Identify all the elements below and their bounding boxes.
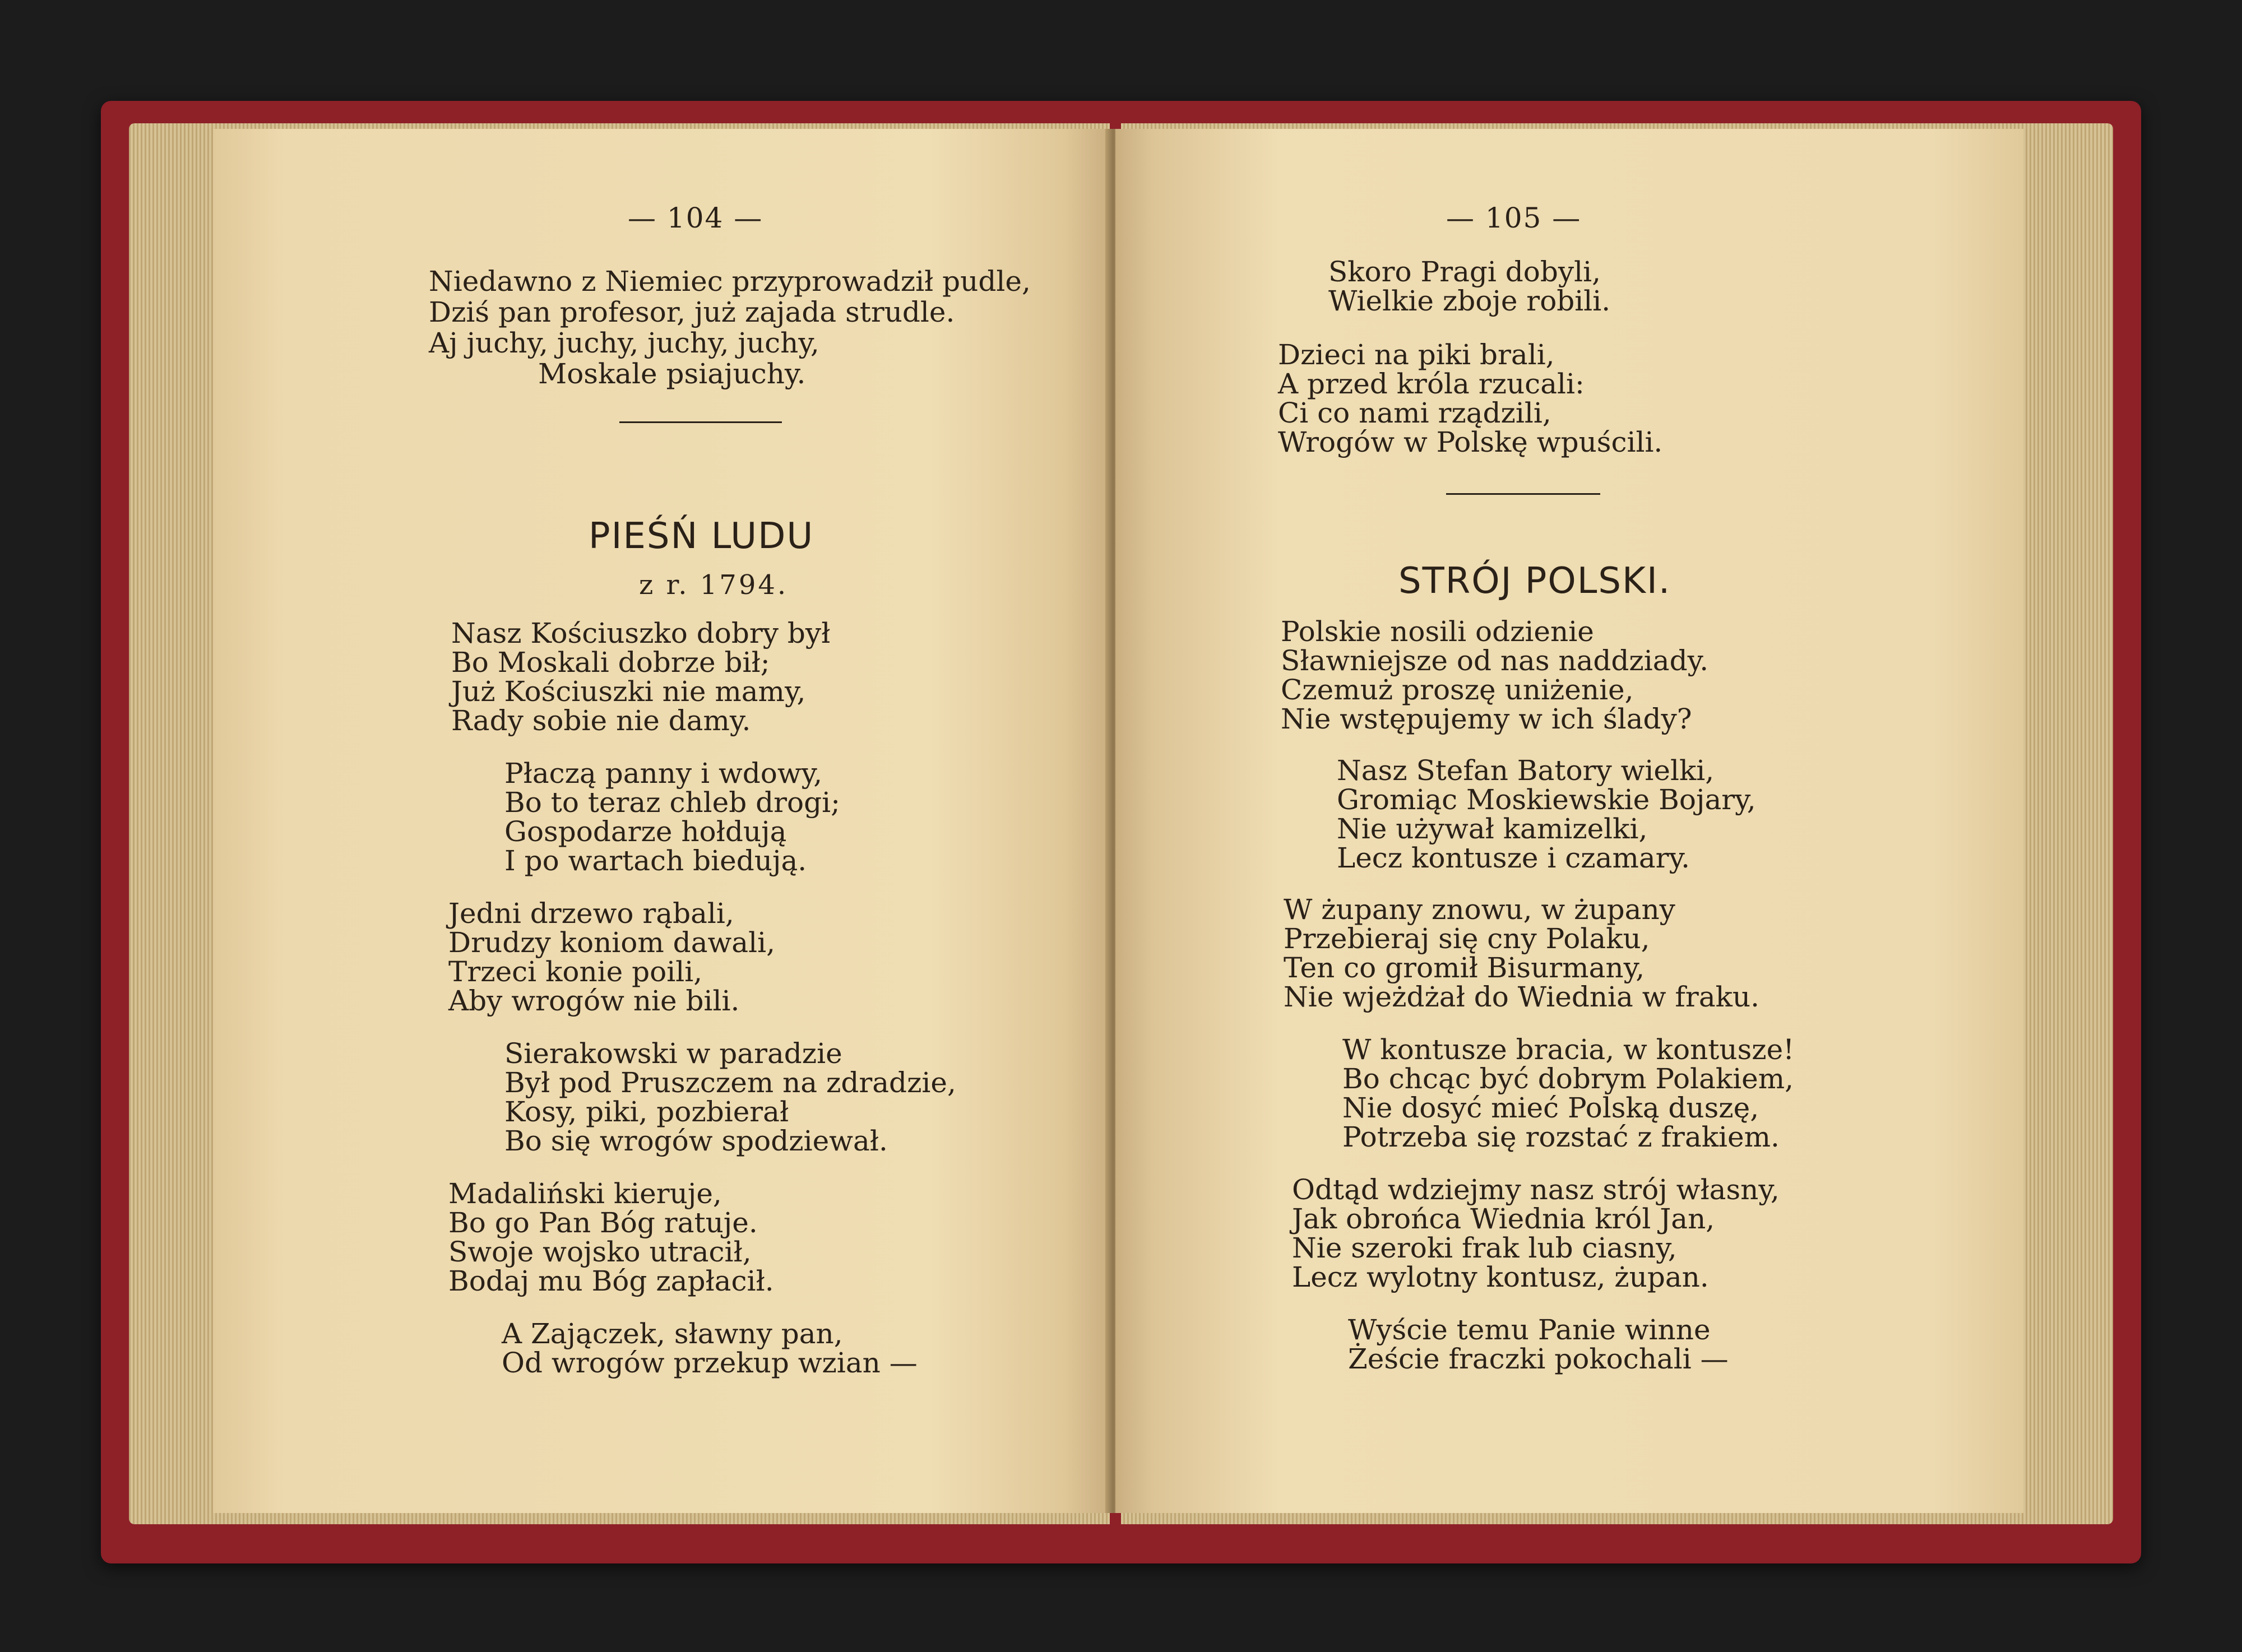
verse-line: Skoro Pragi dobyli, (1328, 256, 1601, 288)
verse-line: A przed króla rzucali: (1278, 368, 1585, 400)
poem-title: STRÓJ POLSKI. (1398, 560, 1671, 602)
verse-line: W żupany znowu, w żupany (1284, 893, 1675, 926)
verse-line: Aby wrogów nie bili. (448, 985, 740, 1017)
verse-line: Wyście temu Panie winne (1348, 1314, 1711, 1346)
verse-line: Gospodarze hołdują (504, 815, 787, 848)
verse-line: Nasz Stefan Batory wielki, (1337, 754, 1715, 787)
verse-line: Jak obrońca Wiednia król Jan, (1292, 1203, 1715, 1235)
verse-line: I po wartach biedują. (504, 844, 807, 877)
verse-line: Dziś pan profesor, już zajada strudle. (429, 296, 955, 328)
verse-line: Lecz wylotny kontusz, żupan. (1292, 1261, 1709, 1293)
verse-line: Niedawno z Niemiec przyprowadził pudle, (429, 265, 1031, 298)
verse-line: Madaliński kieruje, (448, 1177, 722, 1210)
verse-line: Przebieraj się cny Polaku, (1284, 922, 1650, 955)
verse-line: Aj juchy, juchy, juchy, juchy, (429, 327, 819, 359)
section-divider (619, 421, 782, 423)
verse-line: Odtąd wdziejmy nasz strój własny, (1292, 1173, 1780, 1206)
verse-line: Rady sobie nie damy. (451, 704, 751, 737)
verse-line: Sławniejsze od nas naddziady. (1281, 644, 1709, 677)
verse-line: Był pod Pruszczem na zdradzie, (504, 1066, 956, 1099)
page-number: — 105 — (1446, 202, 1582, 234)
verse-line: W kontusze bracia, w kontusze! (1342, 1033, 1795, 1066)
verse-line: Bo chcąc być dobrym Polakiem, (1342, 1062, 1794, 1095)
verse-line: Gromiąc Moskiewskie Bojary, (1337, 783, 1756, 816)
verse-line: Ci co nami rządzili, (1278, 397, 1551, 429)
verse-line: Żeście fraczki pokochali — (1348, 1343, 1729, 1375)
verse-line: Wrogów w Polskę wpuścili. (1278, 426, 1663, 458)
verse-line: Drudzy koniom dawali, (448, 926, 775, 959)
verse-line: Czemuż proszę uniżenie, (1281, 674, 1634, 706)
verse-line: Bo to teraz chleb drogi; (504, 786, 840, 819)
verse-line: Bo się wrogów spodziewał. (504, 1125, 888, 1157)
verse-line: Moskale psiajuchy. (538, 358, 806, 390)
verse-line: Polskie nosili odzienie (1281, 615, 1594, 648)
poem-subtitle: z r. 1794. (639, 569, 789, 601)
verse-line: Kosy, piki, pozbierał (504, 1096, 789, 1128)
verse-line: Jedni drzewo rąbali, (448, 897, 734, 930)
verse-line: Nie wstępujemy w ich ślady? (1281, 703, 1692, 735)
verse-line: Płaczą panny i wdowy, (504, 757, 823, 790)
verse-line: Bo Moskali dobrze bił; (451, 646, 770, 679)
verse-line: Wielkie zboje robili. (1328, 285, 1611, 317)
verse-line: A Zajączek, sławny pan, (502, 1317, 843, 1350)
verse-line: Ten co gromił Bisurmany, (1284, 952, 1645, 984)
poem-title: PIEŚŃ LUDU (589, 516, 814, 557)
page-number: — 104 — (628, 202, 763, 234)
verse-line: Nie używał kamizelki, (1337, 813, 1648, 845)
verse-line: Nie dosyć mieć Polską duszę, (1342, 1092, 1759, 1124)
right-page (1115, 129, 2023, 1513)
verse-line: Bodaj mu Bóg zapłacił. (448, 1265, 774, 1297)
left-page (213, 129, 1110, 1513)
verse-line: Dzieci na piki brali, (1278, 338, 1555, 371)
verse-line: Nasz Kościuszko dobry był (451, 617, 831, 649)
verse-line: Lecz kontusze i czamary. (1337, 842, 1690, 874)
verse-line: Nie wjeżdżał do Wiednia w fraku. (1284, 981, 1760, 1013)
verse-line: Bo go Pan Bóg ratuje. (448, 1206, 758, 1239)
verse-line: Swoje wojsko utracił, (448, 1236, 752, 1268)
verse-line: Nie szeroki frak lub ciasny, (1292, 1232, 1677, 1264)
verse-line: Potrzeba się rozstać z frakiem. (1342, 1121, 1780, 1153)
verse-line: Już Kościuszki nie mamy, (451, 675, 806, 708)
verse-line: Od wrogów przekup wzian — (502, 1347, 918, 1379)
section-divider (1446, 493, 1600, 495)
verse-line: Sierakowski w paradzie (504, 1037, 842, 1070)
verse-line: Trzeci konie poili, (448, 955, 703, 988)
